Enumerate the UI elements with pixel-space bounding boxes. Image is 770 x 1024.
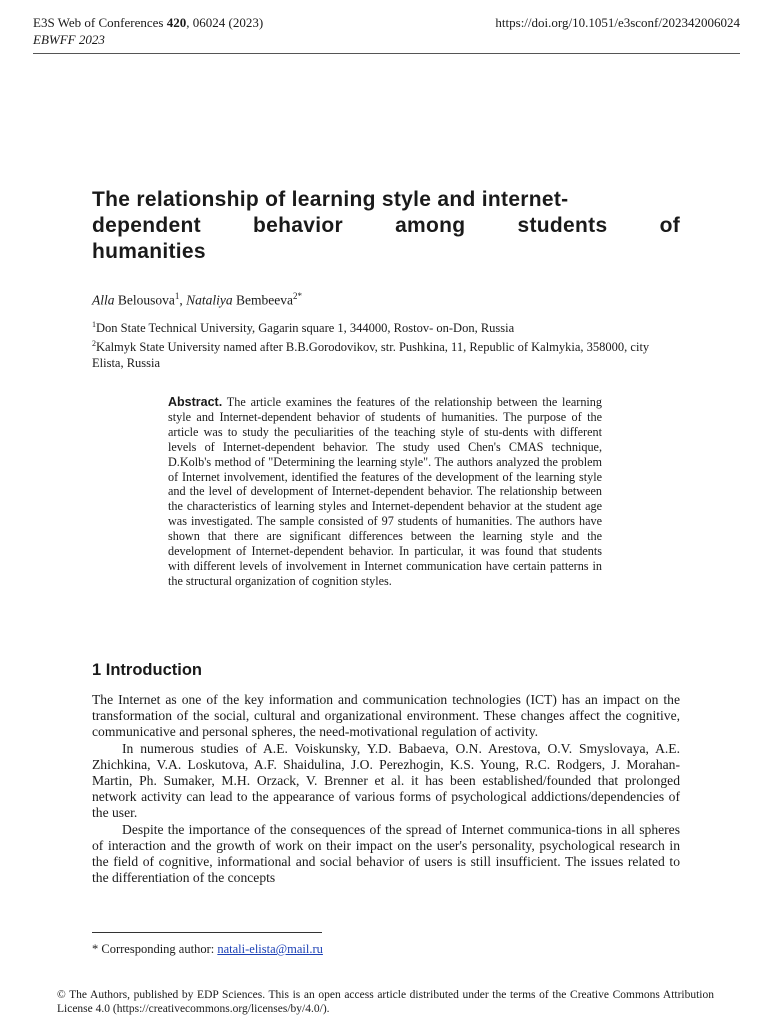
- author-last-name: Bembeeva: [232, 292, 293, 308]
- author-last-name: Belousova: [114, 292, 175, 308]
- affiliation-marker: 2*: [292, 291, 302, 301]
- title-line: [92, 213, 680, 239]
- affiliation-item: $^1$Don State Technical University, Gagarin square 1, 344000, Rostov- on-Don, Russia: [92, 320, 515, 336]
- affiliation-item: $^2$Kalmyk State University named after B.B.Gorodovikov, str. Pushkina, 11, Republic of Kalmykia, 358000, city Elista, Russia: [92, 339, 650, 371]
- title-word: students: [517, 214, 608, 237]
- affiliation-list: [92, 317, 682, 371]
- title-word: dependent: [92, 214, 201, 237]
- license-notice: © The Authors, published by EDP Sciences. This is an open access article distributed under the terms of the Creative Commons Attribution License 4.0 (https://creativecommons.org/licenses/by/4.0/).: [57, 989, 714, 1015]
- title-line: humanities: [92, 240, 206, 263]
- paragraph: Despite the importance of the consequences of the spread of Internet communica-tions in all spheres of interaction and the growth of work on their impact on the user's personality, psychological research in the field of cognitive, informational and social behavior of users is still insufficient. The issues related to the differentiation of the concepts: [92, 821, 680, 886]
- section-heading: 1 Introduction: [92, 661, 202, 679]
- section-body: [92, 692, 680, 886]
- journal-citation: E3S Web of Conferences 420, 06024 (2023): [33, 15, 264, 30]
- footnote: * Corresponding author: natali-elista@mail.ru: [92, 942, 323, 956]
- header-divider: [33, 53, 740, 54]
- title-word: of: [659, 214, 680, 237]
- email-link[interactable]: natali-elista@mail.ru: [217, 942, 323, 956]
- paragraph: In numerous studies of A.E. Voiskunsky, Y.D. Babaeva, O.N. Arestova, O.V. Smyslovaya, A.E. Zhichkina, V.A. Loskutova, A.F. Shaidulina, J.O. Perezhogin, K.S. Young, R.C. Rodgers, J. Morahan-Martin, Ph. Sumaker, M.H. Orzack, V. Brenner et al. it has been established/founded that prolonged network activity can lead to the appearance of various forms of psychological addictions/dependencies of the user.: [92, 740, 680, 821]
- title-line: The relationship of learning style and internet-: [92, 188, 569, 211]
- title-word: among: [395, 214, 466, 237]
- author-first-name: Alla: [92, 292, 115, 308]
- title-word: behavior: [253, 214, 343, 237]
- doi-link[interactable]: https://doi.org/10.1051/e3sconf/202342006024: [495, 15, 740, 30]
- volume-number: 420: [166, 15, 187, 30]
- conference-name: EBWFF 2023: [33, 32, 105, 47]
- abstract: [168, 395, 602, 589]
- paper-title: [92, 187, 680, 265]
- abstract-text: The article examines the features of the relationship between the learning style and Internet-dependent behavior of students of humanities. The purpose of the article was to study the peculiarities of the teaching style of stu-dents with different levels of Internet-dependent behavior. The study used Chen's CMAS technique, D.Kolb's method of "Determining the learning style". The authors analyzed the problem of Internet involvement, identified the features of the development of the learning style and the level of development of Internet-dependent behavior. The relationship between the characteristics of learning styles and Internet-dependent behavior at the student age was investigated. The sample consisted of 97 students of humanities. The authors have shown that there are significant differences between the learning style and the development of Internet-dependent behavior. In particular, it was found that students with different levels of involvement in Internet communication have certain patterns in the structural organization of cognition styles.: [168, 395, 602, 588]
- paragraph: The Internet as one of the key information and communication technologies (ICT) has an impact on the transformation of the social, cultural and organizational environment. These changes affect the cognitive, communicative and personal spheres, the need-motivational regulation of activity.: [92, 692, 680, 740]
- running-header: [33, 14, 263, 48]
- author-first-name: Nataliya: [186, 292, 233, 308]
- author-list: Alla Belousova$^1$, Nataliya Bembeeva$^{2*}$: [92, 291, 302, 308]
- abstract-label: Abstract.: [168, 395, 223, 409]
- affiliation-marker: 1: [174, 291, 180, 301]
- footnote-divider: [92, 932, 322, 933]
